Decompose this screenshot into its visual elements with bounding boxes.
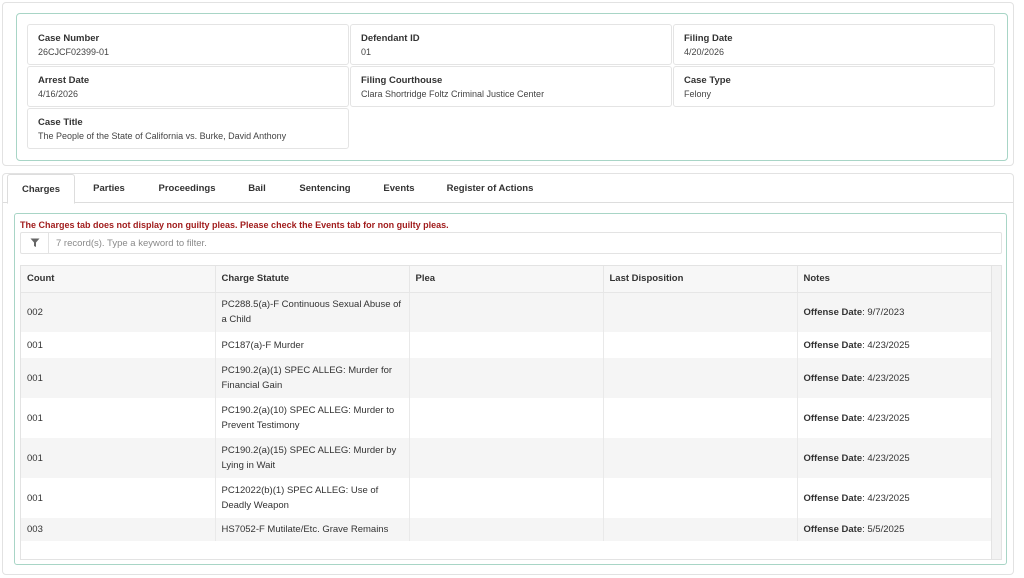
- case-info-panel: [16, 13, 1008, 161]
- column-header-notes[interactable]: Notes: [797, 266, 992, 292]
- plea-cell: [409, 358, 603, 398]
- grid-scrollbar[interactable]: [991, 266, 1001, 559]
- plea-cell: [409, 398, 603, 438]
- column-header-count[interactable]: Count: [21, 266, 215, 292]
- filter-icon: [30, 238, 40, 248]
- offense-date-label: Offense Date: [803, 412, 863, 424]
- table-row[interactable]: [21, 292, 992, 332]
- table-row[interactable]: [21, 478, 992, 518]
- offense-date-label: Offense Date: [803, 306, 863, 318]
- charge-statute-cell: PC190.2(a)(1) SPEC ALLEG: Murder for Financial Gain: [215, 358, 409, 398]
- tab-register-of-actions[interactable]: Register of Actions: [446, 183, 534, 194]
- tab-proceedings[interactable]: Proceedings: [158, 183, 216, 194]
- count-cell: 001: [21, 332, 215, 358]
- last-disposition-cell: [603, 518, 797, 541]
- non-guilty-plea-warning: The Charges tab does not display non guilty pleas. Please check the Events tab for non guilty pleas.: [20, 220, 449, 230]
- table-row[interactable]: [21, 518, 992, 541]
- offense-date-value: : 4/23/2025: [862, 339, 910, 351]
- charge-statute-cell: HS7052-F Mutilate/Etc. Grave Remains: [215, 518, 409, 541]
- offense-date-value: : 4/23/2025: [862, 412, 910, 424]
- count-cell: 003: [21, 518, 215, 541]
- case-type-field: [673, 66, 995, 107]
- last-disposition-cell: [603, 332, 797, 358]
- case-info-card: [2, 2, 1014, 166]
- notes-cell: [797, 478, 992, 518]
- count-cell: 001: [21, 398, 215, 438]
- table-row[interactable]: [21, 358, 992, 398]
- column-header-plea[interactable]: Plea: [409, 266, 603, 292]
- charges-panel: [14, 213, 1007, 565]
- charge-statute-cell: PC190.2(a)(15) SPEC ALLEG: Murder by Lying in Wait: [215, 438, 409, 478]
- plea-cell: [409, 438, 603, 478]
- charges-grid: [20, 265, 1002, 560]
- field-label: Arrest Date: [38, 75, 90, 86]
- offense-date-value: : 5/5/2025: [862, 524, 905, 535]
- offense-date-value: : 9/7/2023: [862, 306, 905, 318]
- tab-charges[interactable]: Charges: [7, 174, 75, 204]
- field-value: The People of the State of California vs. Burke, David Anthony: [38, 131, 287, 141]
- offense-date-label: Offense Date: [803, 372, 863, 384]
- arrest-date-field: [27, 66, 349, 107]
- offense-date-label: Offense Date: [803, 339, 863, 351]
- field-value: Felony: [684, 89, 712, 99]
- field-label: Case Title: [38, 117, 83, 128]
- field-value: 4/20/2026: [684, 47, 725, 57]
- field-value: 01: [361, 47, 372, 57]
- field-label: Defendant ID: [361, 33, 420, 44]
- case-tabs-card: [2, 173, 1014, 575]
- count-cell: 001: [21, 438, 215, 478]
- tab-sentencing[interactable]: Sentencing: [299, 183, 351, 194]
- plea-cell: [409, 292, 603, 332]
- table-row[interactable]: [21, 332, 992, 358]
- case-number-field: [27, 24, 349, 65]
- field-label: Case Type: [684, 75, 731, 86]
- case-title-field: [27, 108, 349, 149]
- charge-statute-cell: PC190.2(a)(10) SPEC ALLEG: Murder to Prevent Testimony: [215, 398, 409, 438]
- last-disposition-cell: [603, 358, 797, 398]
- offense-date-value: : 4/23/2025: [862, 372, 910, 384]
- tab-bail[interactable]: Bail: [248, 183, 266, 194]
- field-value: 26CJCF02399-01: [38, 47, 110, 57]
- filter-bar: [20, 232, 1002, 254]
- charge-statute-cell: PC12022(b)(1) SPEC ALLEG: Use of Deadly Weapon: [215, 478, 409, 518]
- offense-date-label: Offense Date: [803, 524, 863, 535]
- field-value: 4/16/2026: [38, 89, 79, 99]
- charge-statute-cell: PC288.5(a)-F Continuous Sexual Abuse of a Child: [215, 292, 409, 332]
- filing-courthouse-field: [350, 66, 672, 107]
- field-label: Filing Date: [684, 33, 733, 44]
- offense-date-label: Offense Date: [803, 492, 863, 504]
- table-header-row: [21, 266, 992, 292]
- notes-cell: [797, 332, 992, 358]
- count-cell: 001: [21, 358, 215, 398]
- table-row[interactable]: [21, 438, 992, 478]
- filing-date-field: [673, 24, 995, 65]
- notes-cell: [797, 438, 992, 478]
- filter-input[interactable]: [51, 234, 991, 252]
- last-disposition-cell: [603, 438, 797, 478]
- tab-bar: [3, 174, 1013, 203]
- charges-table: [21, 266, 993, 541]
- field-label: Filing Courthouse: [361, 75, 443, 86]
- offense-date-value: : 4/23/2025: [862, 452, 910, 464]
- column-header-last-disposition[interactable]: Last Disposition: [603, 266, 797, 292]
- plea-cell: [409, 478, 603, 518]
- offense-date-value: : 4/23/2025: [862, 492, 910, 504]
- last-disposition-cell: [603, 292, 797, 332]
- filter-button[interactable]: [21, 233, 49, 253]
- tab-events[interactable]: Events: [383, 183, 415, 194]
- last-disposition-cell: [603, 478, 797, 518]
- notes-cell: [797, 358, 992, 398]
- tab-parties[interactable]: Parties: [93, 183, 125, 194]
- column-header-charge-statute[interactable]: Charge Statute: [215, 266, 409, 292]
- charge-statute-cell: PC187(a)-F Murder: [215, 332, 409, 358]
- table-row[interactable]: [21, 398, 992, 438]
- offense-date-label: Offense Date: [803, 452, 863, 464]
- count-cell: 001: [21, 478, 215, 518]
- last-disposition-cell: [603, 398, 797, 438]
- count-cell: 002: [21, 292, 215, 332]
- notes-cell: [797, 518, 992, 541]
- field-value: Clara Shortridge Foltz Criminal Justice Center: [361, 89, 545, 99]
- notes-cell: [797, 292, 992, 332]
- defendant-id-field: [350, 24, 672, 65]
- plea-cell: [409, 332, 603, 358]
- plea-cell: [409, 518, 603, 541]
- field-label: Case Number: [38, 33, 100, 44]
- notes-cell: [797, 398, 992, 438]
